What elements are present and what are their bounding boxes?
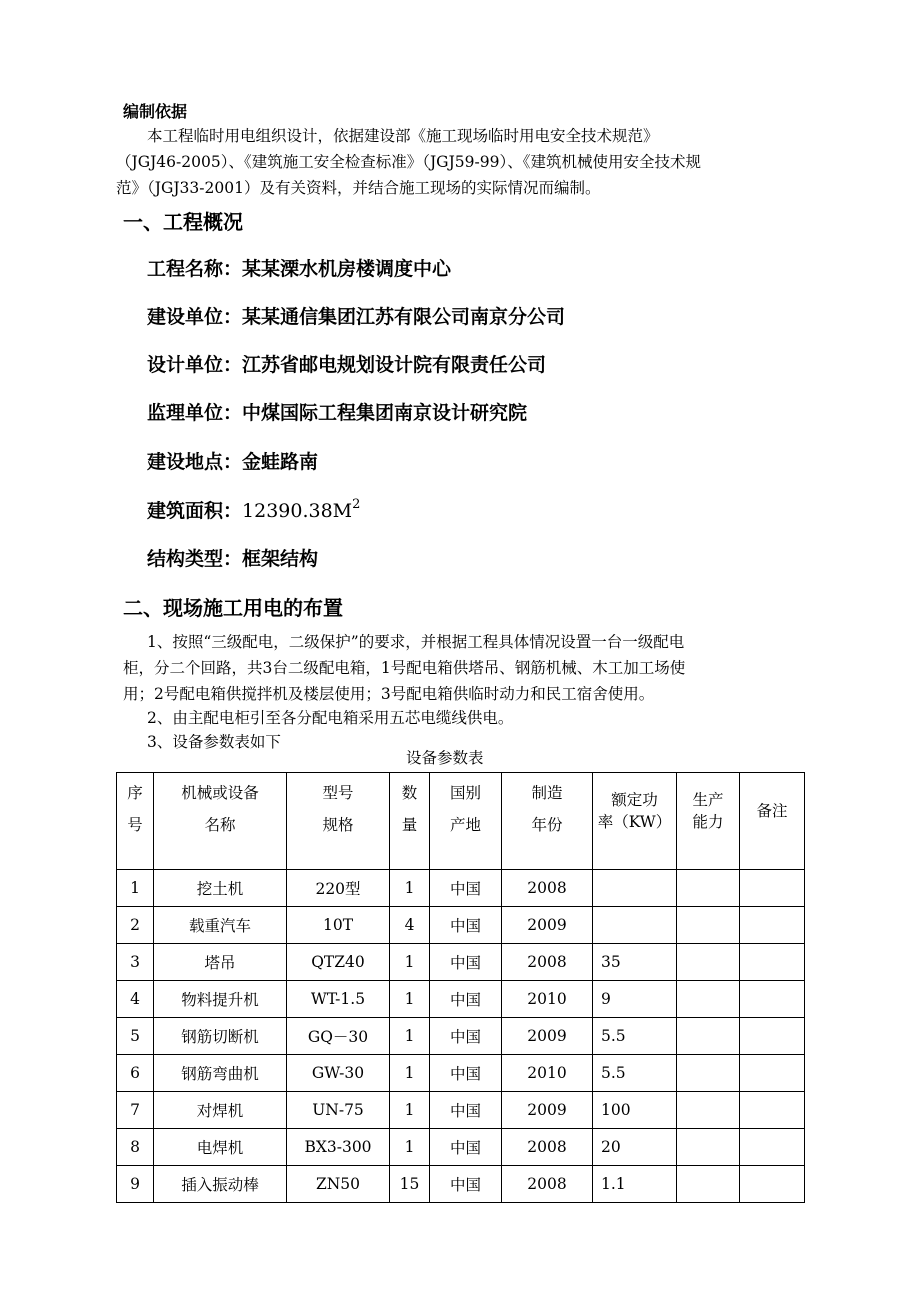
cell-index: 2 (117, 907, 154, 944)
cell-model: GQ－30 (287, 1018, 390, 1055)
cell-capacity (677, 1092, 740, 1129)
basis-line-2: （JGJ46-2005）、《建筑施工安全检查标准》（JGJ59-99）、《建筑机械使用安全技术规 (116, 153, 701, 171)
cell-model: UN-75 (287, 1092, 390, 1129)
info-structure (147, 544, 318, 571)
th-quantity: 数 量 (390, 773, 430, 870)
th-index: 序 号 (117, 773, 154, 870)
section2-line-5: 3、设备参数表如下 (147, 733, 281, 751)
cell-name: 挖土机 (154, 870, 287, 907)
info-value: 12390.38M (242, 500, 353, 522)
cell-model: ZN50 (287, 1166, 390, 1203)
info-designer (147, 350, 546, 377)
cell-remark (740, 981, 805, 1018)
info-builder (147, 302, 565, 329)
cell-quantity: 15 (390, 1166, 430, 1203)
cell-origin: 中国 (430, 870, 502, 907)
cell-power: 35 (593, 944, 677, 981)
cell-power: 5.5 (593, 1055, 677, 1092)
cell-origin: 中国 (430, 1018, 502, 1055)
cell-index: 5 (117, 1018, 154, 1055)
cell-origin: 中国 (430, 1129, 502, 1166)
cell-year: 2008 (502, 870, 593, 907)
cell-name: 插入振动棒 (154, 1166, 287, 1203)
cell-model: QTZ40 (287, 944, 390, 981)
cell-year: 2008 (502, 944, 593, 981)
table-row (117, 1166, 805, 1203)
cell-origin: 中国 (430, 1166, 502, 1203)
th-power: 额定功 率（KW） (593, 773, 677, 870)
cell-year: 2008 (502, 1166, 593, 1203)
cell-index: 4 (117, 981, 154, 1018)
cell-year: 2010 (502, 1055, 593, 1092)
cell-capacity (677, 1018, 740, 1055)
cell-capacity (677, 907, 740, 944)
cell-remark (740, 907, 805, 944)
cell-index: 6 (117, 1055, 154, 1092)
th-model: 型号 规格 (287, 773, 390, 870)
info-label: 建筑面积： (147, 500, 243, 522)
cell-quantity: 1 (390, 1129, 430, 1166)
table-body (117, 870, 805, 1203)
cell-name: 塔吊 (154, 944, 287, 981)
cell-name: 钢筋弯曲机 (154, 1055, 287, 1092)
cell-power: 20 (593, 1129, 677, 1166)
cell-model: BX3-300 (287, 1129, 390, 1166)
cell-origin: 中国 (430, 944, 502, 981)
section2-line-2: 柜，分二个回路，共3台二级配电箱，1号配电箱供塔吊、钢筋机械、木工加工场使 (123, 659, 686, 677)
cell-power (593, 870, 677, 907)
cell-model: 10T (287, 907, 390, 944)
info-label: 结构类型： (147, 548, 243, 570)
cell-remark (740, 1055, 805, 1092)
cell-name: 载重汽车 (154, 907, 287, 944)
basis-title: 编制依据 (123, 102, 188, 121)
cell-capacity (677, 944, 740, 981)
cell-name: 钢筋切断机 (154, 1018, 287, 1055)
cell-index: 8 (117, 1129, 154, 1166)
section2-line-4: 2、由主配电柜引至各分配电箱采用五芯电缆线供电。 (147, 709, 514, 727)
table-row (117, 1092, 805, 1129)
cell-quantity: 1 (390, 1055, 430, 1092)
cell-remark (740, 1018, 805, 1055)
cell-remark (740, 870, 805, 907)
cell-capacity (677, 1129, 740, 1166)
equipment-table (116, 772, 805, 1203)
table-row (117, 944, 805, 981)
cell-remark (740, 944, 805, 981)
cell-year: 2009 (502, 1018, 593, 1055)
cell-origin: 中国 (430, 907, 502, 944)
cell-model: WT-1.5 (287, 981, 390, 1018)
section2-title: 二、现场施工用电的布置 (123, 596, 343, 620)
th-name: 机械或设备 名称 (154, 773, 287, 870)
cell-remark (740, 1166, 805, 1203)
cell-capacity (677, 870, 740, 907)
info-label: 建设地点： (147, 451, 243, 473)
th-year: 制造 年份 (502, 773, 593, 870)
section2-line-1: 1、按照“三级配电，二级保护”的要求，并根据工程具体情况设置一台一级配电 (147, 633, 685, 651)
table-row (117, 907, 805, 944)
cell-remark (740, 1129, 805, 1166)
cell-index: 9 (117, 1166, 154, 1203)
cell-name: 物料提升机 (154, 981, 287, 1018)
info-project-name (147, 254, 451, 281)
cell-origin: 中国 (430, 981, 502, 1018)
cell-quantity: 1 (390, 870, 430, 907)
info-value: 某某通信集团江苏有限公司南京分公司 (242, 306, 566, 328)
basis-line-3: 范》（JGJ33-2001）及有关资料，并结合施工现场的实际情况而编制。 (116, 179, 601, 197)
th-origin: 国别 产地 (430, 773, 502, 870)
section2-line-3: 用；2号配电箱供搅拌机及楼层使用；3号配电箱供临时动力和民工宿舍使用。 (123, 685, 655, 703)
cell-year: 2009 (502, 1092, 593, 1129)
cell-model: GW-30 (287, 1055, 390, 1092)
table-header-row (117, 773, 805, 870)
cell-power: 9 (593, 981, 677, 1018)
cell-quantity: 1 (390, 1018, 430, 1055)
cell-quantity: 1 (390, 1092, 430, 1129)
cell-capacity (677, 981, 740, 1018)
info-value: 江苏省邮电规划设计院有限责任公司 (242, 354, 547, 376)
info-label: 建设单位： (147, 306, 243, 328)
cell-capacity (677, 1055, 740, 1092)
info-value-sup: 2 (352, 496, 361, 512)
cell-quantity: 1 (390, 981, 430, 1018)
info-value: 中煤国际工程集团南京设计研究院 (242, 402, 528, 424)
info-value: 金蛙路南 (242, 451, 319, 473)
info-supervisor (147, 398, 527, 425)
cell-year: 2008 (502, 1129, 593, 1166)
cell-index: 7 (117, 1092, 154, 1129)
cell-index: 3 (117, 944, 154, 981)
th-remark: 备注 (740, 773, 805, 870)
cell-origin: 中国 (430, 1055, 502, 1092)
cell-year: 2010 (502, 981, 593, 1018)
cell-remark (740, 1092, 805, 1129)
info-value: 框架结构 (242, 548, 319, 570)
cell-power: 5.5 (593, 1018, 677, 1055)
basis-line-1: 本工程临时用电组织设计，依据建设部《施工现场临时用电安全技术规范》 (147, 127, 659, 145)
info-label: 工程名称： (147, 258, 243, 280)
cell-name: 对焊机 (154, 1092, 287, 1129)
th-capacity: 生产 能力 (677, 773, 740, 870)
cell-capacity (677, 1166, 740, 1203)
cell-power (593, 907, 677, 944)
info-area (147, 496, 360, 523)
table-row (117, 870, 805, 907)
cell-index: 1 (117, 870, 154, 907)
info-value: 某某溧水机房楼调度中心 (242, 258, 452, 280)
cell-model: 220型 (287, 870, 390, 907)
table-row (117, 1129, 805, 1166)
section1-title: 一、工程概况 (123, 210, 243, 234)
table-row (117, 1018, 805, 1055)
cell-name: 电焊机 (154, 1129, 287, 1166)
table-row (117, 981, 805, 1018)
info-label: 设计单位： (147, 354, 243, 376)
cell-quantity: 1 (390, 944, 430, 981)
table-row (117, 1055, 805, 1092)
cell-origin: 中国 (430, 1092, 502, 1129)
info-label: 监理单位： (147, 402, 243, 424)
info-location (147, 447, 318, 474)
cell-year: 2009 (502, 907, 593, 944)
cell-quantity: 4 (390, 907, 430, 944)
cell-power: 1.1 (593, 1166, 677, 1203)
cell-power: 100 (593, 1092, 677, 1129)
table-caption: 设备参数表 (406, 749, 484, 767)
